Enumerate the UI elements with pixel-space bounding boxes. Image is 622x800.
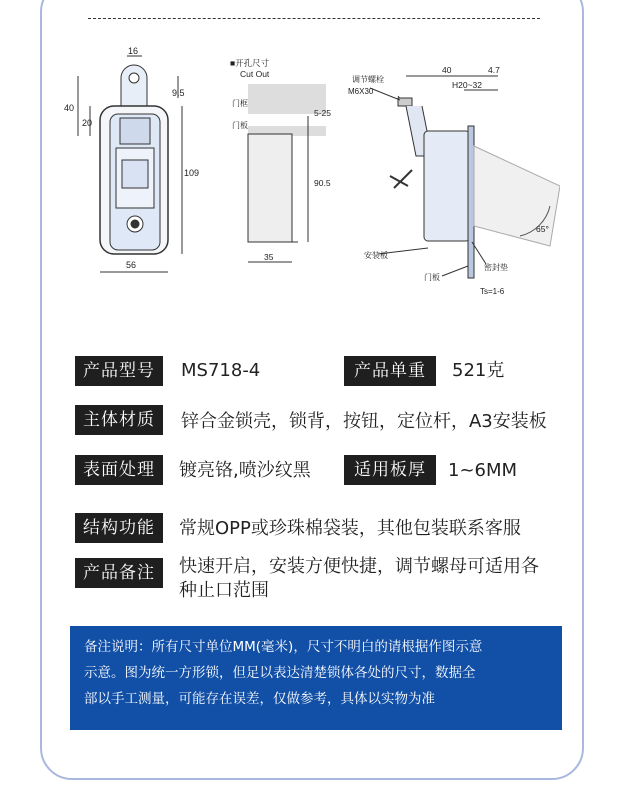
material-value: 锌合金锁壳，锁背，按钮，定位杆，A3安装板 [181, 411, 547, 432]
front-view [78, 56, 182, 272]
structure-label: 结构功能 [75, 513, 163, 543]
top-dashed-divider [88, 18, 540, 19]
note-line-3: 部以手工测量，可能存在误差，仅做参考，具体以实物为准 [84, 691, 435, 707]
side-bolt-size: M6X30 [348, 87, 374, 96]
weight-label: 产品单重 [344, 356, 436, 386]
cutout-title: ■开孔尺寸 [230, 58, 270, 68]
side-seal: 密封垫 [484, 263, 508, 272]
side-mount-plate: 安装板 [364, 251, 388, 260]
surface-value: 镀亮铬,喷沙纹黑 [179, 460, 311, 481]
remark-label: 产品备注 [75, 558, 163, 588]
surface-label: 表面处理 [75, 455, 163, 485]
remark-value-line2: 种止口范围 [179, 580, 269, 601]
cutout-door-frame: 门框 [232, 99, 248, 108]
cutout-door-panel: 门板 [232, 121, 248, 130]
dim-side-4-7: 4.7 [488, 65, 500, 75]
note-line-1: 备注说明：所有尺寸单位MM(毫米)，尺寸不明白的请根据作图示意 [84, 639, 483, 655]
dim-front-40: 40 [64, 103, 75, 113]
thickness-label: 适用板厚 [344, 455, 436, 485]
model-label: 产品型号 [75, 356, 163, 386]
dim-front-56: 56 [126, 260, 137, 270]
structure-value: 常规OPP或珍珠棉袋装，其他包装联系客服 [179, 518, 521, 539]
thickness-value: 1~6MM [448, 460, 518, 481]
dim-front-9-5: 9.5 [172, 88, 185, 98]
material-label: 主体材质 [75, 405, 163, 435]
cutout-title-en: Cut Out [240, 69, 270, 79]
dim-cutout-90-5: 90.5 [314, 178, 331, 188]
dim-side-40: 40 [442, 65, 452, 75]
side-ts: Ts=1-6 [480, 287, 505, 296]
dim-cutout-5-25: 5-25 [314, 108, 332, 118]
dim-front-20: 20 [82, 118, 93, 128]
dim-front-top: 16 [128, 46, 139, 56]
technical-drawing [60, 36, 560, 296]
side-view [370, 76, 560, 296]
weight-value: 521克 [452, 360, 505, 381]
dim-side-h: H20~32 [452, 80, 483, 90]
remark-value-line1: 快速开启，安装方便快捷，调节螺母可适用各 [179, 556, 539, 577]
note-line-2: 示意。图为统一方形锁，但足以表达清楚锁体各处的尺寸，数据全 [84, 665, 476, 681]
side-adjust-bolt: 调节螺栓 [352, 75, 384, 84]
side-angle: 65° [536, 224, 549, 234]
side-door-panel: 门板 [424, 273, 440, 282]
note-box [70, 626, 562, 730]
dim-cutout-35: 35 [264, 252, 274, 262]
dim-front-109: 109 [184, 168, 200, 178]
model-value: MS718-4 [181, 360, 261, 381]
